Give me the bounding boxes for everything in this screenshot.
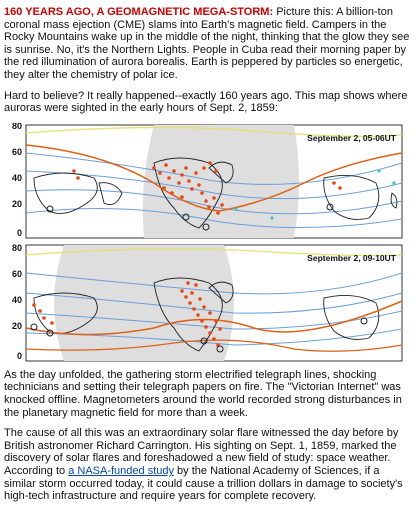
paragraph-carrington — [4, 427, 414, 503]
y-tick: 0 — [16, 350, 22, 361]
y-tick: 20 — [11, 320, 22, 331]
y-tick: 20 — [11, 198, 22, 209]
headline: 160 YEARS AGO, A GEOMAGNETIC MEGA-STORM: — [4, 6, 274, 18]
paragraph-map-intro: Hard to believe? It really happened--exactly 160 years ago. This map shows where auroras were sighted in the early hours of Sept. 2, 1859: — [4, 89, 408, 115]
nasa-study-link[interactable]: a NASA-funded study — [68, 464, 174, 477]
y-tick: 40 — [11, 172, 22, 183]
map-panel-top — [12, 123, 402, 238]
carrington-text-before: The cause of all this was an extraordinary solar flare witnessed the day before by British astronomer Richard Carrington. His sighting on Sept. 1, 1859, marked the discovery of solar flares and foreshadowed a new field of study: space weather. According to — [4, 427, 399, 477]
map-bottom-label: September 2, 09-10UT — [307, 252, 396, 263]
maps-figure — [4, 123, 404, 363]
y-tick: 60 — [11, 268, 22, 279]
y-tick: 40 — [11, 294, 22, 305]
y-tick: 80 — [11, 242, 22, 253]
y-tick: 0 — [16, 227, 22, 238]
y-tick: 80 — [11, 122, 22, 131]
y-tick: 60 — [11, 146, 22, 157]
y-axis-bottom — [12, 243, 22, 361]
paragraph-telegraph: As the day unfolded, the gathering storm electrified telegraph lines, shocking technicians and setting their telegraph papers on fire. The "Victorian Internet" was knocked offline. Magnetometers around the world recorded strong disturbances in the planetary magnetic field for more than a week. — [4, 368, 402, 419]
map-panel-bottom — [12, 243, 402, 361]
night-shade — [54, 245, 234, 361]
carrington-text-after: by the National Academy of Sciences, if a similar storm occurred today, it could cause a trillion dollars in damage to society's high-tech infrastructure and require years for complete recovery. — [4, 464, 403, 503]
aurora-sighting-maps — [4, 123, 404, 363]
map-top-label: September 2, 05-06UT — [307, 132, 396, 143]
y-axis-top — [12, 123, 22, 238]
intro-text: Picture this: A billion-ton coronal mass ejection (CME) slams into Earth's magnetic field. Campers in the Rocky Mountains wake up in the middle of the night, thinking that the glow they see is sunrise. No, it's the Northern Lights. People in Cuba read their morning paper by the red illumination of aurora borealis. Earth is peppered by particles so energetic, they alter the chemistry of polar ice. — [4, 6, 410, 81]
paragraph-intro — [4, 6, 414, 82]
